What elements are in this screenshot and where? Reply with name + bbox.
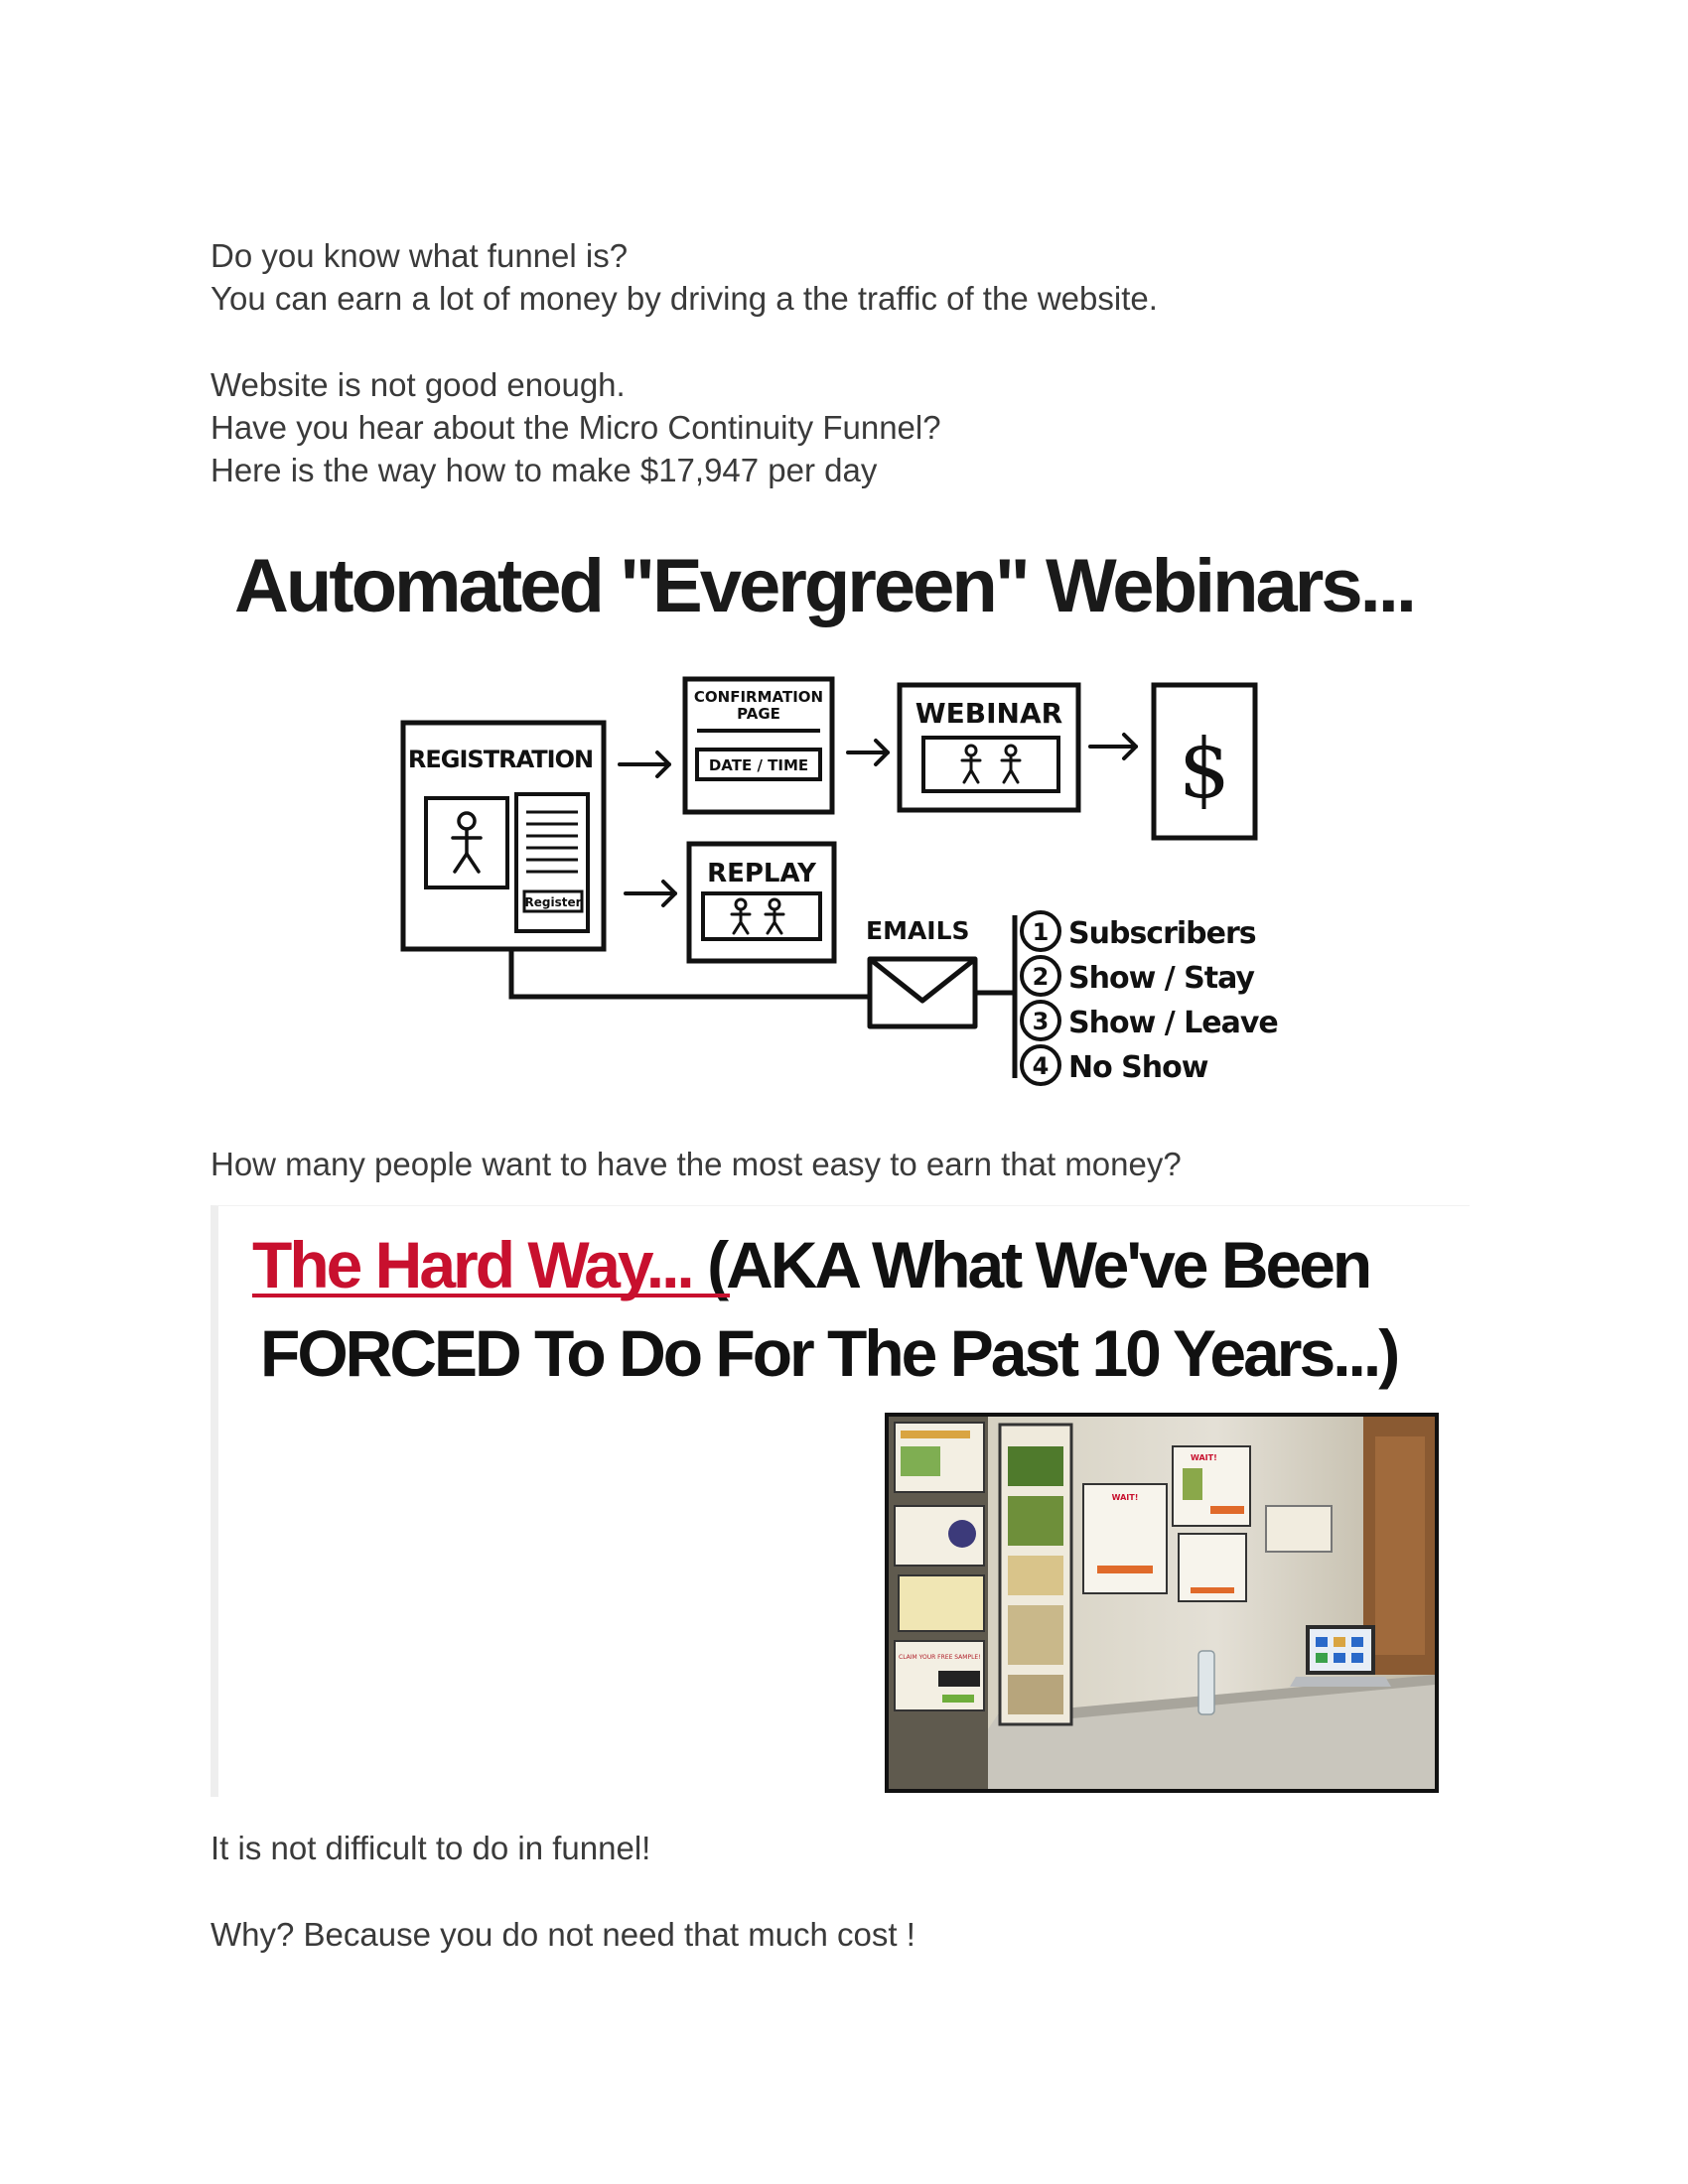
segment-number: 1: [1032, 918, 1050, 946]
wait-note-2: WAIT!: [1191, 1453, 1217, 1462]
arrow-icon: [1090, 735, 1136, 758]
office-wall-photo: [885, 1413, 1439, 1793]
paragraph-cost: Why? Because you do not need that much cost !: [211, 1916, 915, 1953]
registration-box: [403, 723, 604, 949]
webinar-label: WEBINAR: [914, 697, 1063, 730]
paragraph-earn-money: You can earn a lot of money by driving a the traffic of the website.: [211, 280, 1158, 317]
arrow-icon: [620, 752, 669, 776]
hard-way-headline-line2: FORCED To Do For The Past 10 Years...): [260, 1316, 1398, 1390]
arrow-icon: [626, 882, 675, 905]
replay-label: REPLAY: [707, 859, 816, 888]
hard-way-headline-rest: (AKA What We've Been: [691, 1228, 1370, 1301]
arrow-icon: [848, 741, 888, 764]
segment-label: Show / Leave: [1068, 1006, 1278, 1040]
envelope-icon: [870, 959, 975, 1026]
segment-item: [1022, 912, 1256, 951]
wait-note-1: WAIT!: [1111, 1493, 1139, 1502]
hard-way-headline-line1: [252, 1228, 1369, 1301]
webinar-funnel-diagram: [211, 526, 1481, 1092]
date-time-label: DATE / TIME: [708, 756, 809, 774]
dollar-sign: $: [1178, 723, 1231, 817]
segment-number: 2: [1032, 963, 1050, 991]
claim-sample-note: CLAIM YOUR FREE SAMPLE!: [899, 1654, 981, 1661]
paragraph-easy-money: How many people want to have the most easy to earn that money?: [211, 1146, 1182, 1182]
diagram-title: Automated "Evergreen" Webinars...: [234, 544, 1414, 628]
confirmation-label-line2: PAGE: [737, 705, 780, 723]
segment-label: No Show: [1068, 1050, 1208, 1085]
segment-item: [1022, 957, 1255, 996]
segment-number: 4: [1032, 1052, 1050, 1080]
emails-label: EMAILS: [866, 916, 970, 945]
confirmation-label-line1: CONFIRMATION: [693, 688, 824, 706]
replay-box: [689, 844, 834, 961]
register-button-label: Register: [524, 895, 582, 909]
paragraph-micro-continuity: Have you hear about the Micro Continuity Funnel?: [211, 409, 941, 446]
segment-number: 3: [1032, 1008, 1050, 1035]
segment-label: Show / Stay: [1068, 961, 1254, 996]
revenue-box: [1154, 685, 1255, 838]
paragraph-per-day: Here is the way how to make $17,947 per day: [211, 452, 878, 488]
paragraph-website-not-enough: Website is not good enough.: [211, 366, 626, 403]
segment-label: Subscribers: [1068, 916, 1256, 951]
confirmation-page-box: [685, 679, 832, 812]
segment-item: [1022, 1002, 1278, 1040]
segment-item: [1022, 1046, 1208, 1085]
registration-label: REGISTRATION: [407, 746, 594, 773]
webinar-box: [900, 685, 1078, 810]
hard-way-headline-red: The Hard Way...: [252, 1228, 692, 1301]
paragraph-not-difficult: It is not difficult to do in funnel!: [211, 1830, 651, 1866]
paragraph-funnel-question: Do you know what funnel is?: [211, 237, 629, 274]
